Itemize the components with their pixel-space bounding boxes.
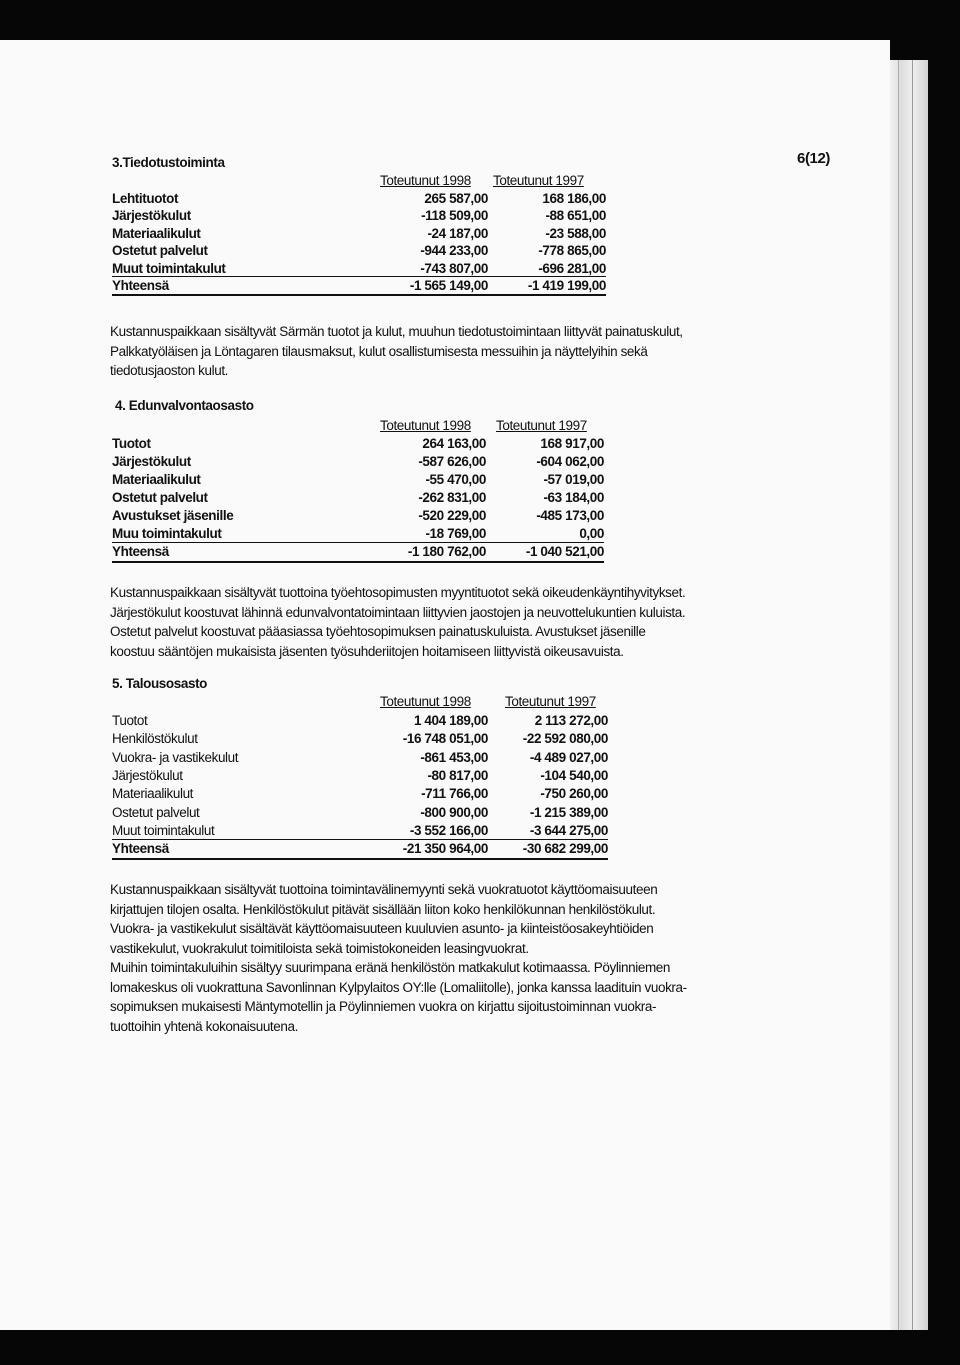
- section-title: 4. Edunvalvontaosasto: [115, 398, 254, 413]
- value-1998: -18 769,00: [425, 526, 486, 541]
- row-label: Järjestökulut: [112, 767, 183, 783]
- paragraph-line: tiedotusjaoston kulut.: [110, 363, 229, 378]
- value-1997: -1 040 521,00: [525, 544, 604, 559]
- value-1998: -587 626,00: [418, 454, 486, 469]
- value-1998: -55 470,00: [425, 472, 486, 487]
- row-label: Avustukset jäsenille: [112, 508, 234, 523]
- value-1997: -750 260,00: [540, 786, 608, 802]
- value-1998: -80 817,00: [427, 767, 488, 783]
- row-label: Ostetut palvelut: [112, 804, 200, 820]
- value-1998: -24 187,00: [427, 225, 488, 241]
- value-1998: 265 587,00: [424, 191, 488, 206]
- value-1998: -520 229,00: [418, 508, 486, 523]
- subtotal-rule: [112, 542, 604, 543]
- column-header-1998: Toteutunut 1998: [380, 418, 471, 433]
- row-label: Ostetut palvelut: [112, 490, 208, 505]
- value-1998: -743 807,00: [420, 260, 488, 276]
- column-header-1997: Toteutunut 1997: [505, 694, 596, 709]
- row-label: Tuotot: [112, 713, 148, 728]
- subtotal-rule: [112, 276, 606, 277]
- value-1997: -1 215 389,00: [529, 804, 608, 820]
- value-1997: 168 917,00: [540, 436, 604, 451]
- column-header-1997: Toteutunut 1997: [496, 418, 587, 433]
- row-label: Vuokra- ja vastikekulut: [112, 749, 239, 765]
- value-1998: -118 509,00: [421, 208, 488, 224]
- value-1997: -778 865,00: [538, 243, 606, 259]
- page-number: 6(12): [797, 150, 831, 167]
- paragraph-line: vastikekulut, vuokrakulut toimitiloista sekä toimistokoneiden leasingvuokrat.: [110, 940, 529, 956]
- row-label: Henkilöstökulut: [112, 731, 198, 747]
- row-label: Muut toimintakulut: [112, 260, 226, 276]
- column-header-1998: Toteutunut 1998: [380, 173, 471, 188]
- section-title: 3.Tiedotustoiminta: [112, 155, 225, 170]
- row-label: Muu toimintakulut: [112, 526, 222, 541]
- paragraph-line: Järjestökulut koostuvat lähinnä edunvalvontatoimintaan liittyvien jaostojen ja neuvottelukuntien kuluista.: [110, 604, 686, 620]
- value-1997: -696 281,00: [538, 260, 606, 276]
- paragraph-line: Kustannuspaikkaan sisältyvät tuottoina työehtosopimusten myyntituotot sekä oikeudenkäyntihyvitykset.: [110, 585, 686, 600]
- column-header-1997: Toteutunut 1997: [493, 173, 584, 188]
- value-1997: -4 489 027,00: [529, 749, 608, 765]
- row-label: Ostetut palvelut: [112, 243, 208, 259]
- paragraph-line: lomakeskus oli vuokrattuna Savonlinnan Kylpylaitos OY:lle (Lomaliitolle), jonka kanssa laadituin vuokra-: [110, 979, 687, 995]
- value-1997: 2 113 272,00: [534, 713, 608, 728]
- row-label: Tuotot: [112, 436, 151, 451]
- total-rule: [112, 561, 604, 563]
- column-header-1998: Toteutunut 1998: [380, 694, 471, 709]
- paragraph-line: sopimuksen mukaisesti Mäntymotellin ja Pöylinniemen vuokra on kirjattu sijoitustoiminnan vuokra-: [110, 999, 657, 1014]
- value-1998: 1 404 189,00: [413, 713, 488, 728]
- row-label: Yhteensä: [112, 278, 169, 293]
- value-1997: -1 419 199,00: [527, 278, 606, 293]
- row-label: Järjestökulut: [112, 208, 191, 224]
- value-1998: -800 900,00: [420, 804, 488, 820]
- value-1998: -262 831,00: [418, 490, 486, 505]
- row-label: Yhteensä: [112, 841, 169, 857]
- value-1998: -16 748 051,00: [402, 731, 488, 747]
- subtotal-rule: [112, 839, 608, 840]
- value-1997: -485 173,00: [536, 508, 604, 523]
- paragraph-line: Kustannuspaikkaan sisältyvät tuottoina toimintavälinemyynti sekä vuokratuotot käyttöomaisuuteen: [110, 882, 658, 897]
- value-1997: 168 186,00: [542, 191, 606, 206]
- total-rule: [112, 858, 608, 860]
- row-label: Materiaalikulut: [112, 472, 201, 487]
- value-1998: -1 565 149,00: [409, 278, 488, 293]
- value-1997: -104 540,00: [540, 767, 608, 783]
- paragraph-line: Ostetut palvelut koostuvat pääasiassa työehtosopimuksen painatuskuluista. Avustukset jäsenille: [110, 624, 646, 639]
- value-1998: -1 180 762,00: [407, 544, 486, 559]
- paragraph-line: Vuokra- ja vastikekulut sisältävät käyttöomaisuuteen kuuluvien asunto- ja kiinteistöosakeyhtiöiden: [110, 921, 654, 936]
- value-1997: -88 651,00: [545, 208, 606, 224]
- section-title: 5. Talousosasto: [112, 676, 208, 691]
- row-label: Järjestökulut: [112, 454, 191, 469]
- paragraph-line: koostuu sääntöjen mukaisista jäsenten työsuhderiitojen hoitamiseen liittyvistä oikeusavuista.: [110, 643, 624, 659]
- value-1997: -30 682 299,00: [522, 841, 608, 857]
- value-1997: -57 019,00: [543, 472, 604, 487]
- value-1997: -63 184,00: [543, 490, 604, 505]
- value-1998: -21 350 964,00: [402, 841, 488, 857]
- value-1998: -711 766,00: [421, 786, 488, 802]
- row-label: Lehtituotot: [112, 191, 179, 206]
- paragraph-line: Palkkatyöläisen ja Löntagaren tilausmaksut, kulut osallistumisesta messuihin ja näyttelyihin sekä: [110, 343, 648, 359]
- value-1997: -23 588,00: [545, 225, 606, 241]
- value-1997: 0,00: [579, 526, 604, 541]
- value-1998: -861 453,00: [420, 749, 488, 765]
- total-rule: [112, 294, 606, 296]
- row-label: Yhteensä: [112, 544, 169, 559]
- value-1997: -3 644 275,00: [529, 822, 608, 838]
- value-1997: -22 592 080,00: [522, 731, 608, 747]
- value-1997: -604 062,00: [536, 454, 604, 469]
- row-label: Materiaalikulut: [112, 786, 194, 802]
- value-1998: -944 233,00: [420, 243, 488, 259]
- paragraph-line: Muihin toimintakuluihin sisältyy suurimpana eränä henkilöstön matkakulut kotimaassa. Pöylinniemen: [110, 960, 670, 975]
- paragraph-line: tuottoihin yhtenä kokonaisuutena.: [110, 1018, 298, 1034]
- paragraph-line: kirjattujen tilojen osalta. Henkilöstökulut pitävät sisällään liiton koko henkilökunnan henkilöstökulut.: [110, 901, 656, 917]
- row-label: Muut toimintakulut: [112, 822, 215, 838]
- paragraph-line: Kustannuspaikkaan sisältyvät Särmän tuotot ja kulut, muuhun tiedotustoimintaan liittyvät painatuskulut,: [110, 324, 683, 339]
- row-label: Materiaalikulut: [112, 225, 201, 241]
- value-1998: -3 552 166,00: [409, 822, 488, 838]
- value-1998: 264 163,00: [422, 436, 486, 451]
